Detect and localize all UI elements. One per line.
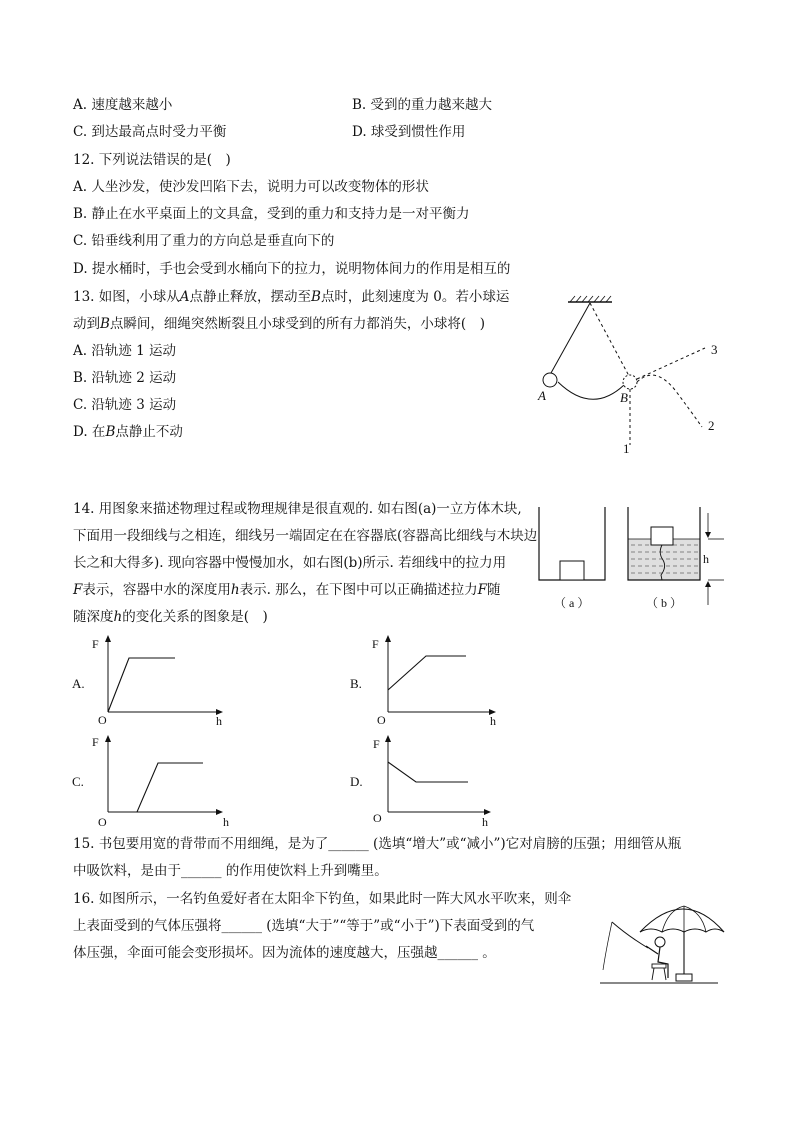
q13-option-a: A. 沿轨迹 1 运动 xyxy=(73,343,177,359)
label-1: 1 xyxy=(623,441,630,456)
graph-b-curve xyxy=(388,656,466,690)
svg-text:D.: D. xyxy=(350,774,363,789)
q13-pendulum-figure xyxy=(530,290,730,460)
svg-text:O: O xyxy=(98,713,107,727)
q12-option-a: A. 人坐沙发，使沙发凹陷下去，说明力可以改变物体的形状 xyxy=(73,179,429,195)
q14-graph-c xyxy=(70,732,240,832)
graph-c-curve xyxy=(108,763,203,812)
wood-block-a xyxy=(560,561,584,580)
svg-text:F: F xyxy=(372,637,379,651)
svg-text:A.: A. xyxy=(72,676,85,691)
q16-stem-line2: 上表面受到的气体压强将______ (选填“大于”“等于”或“小于”)下表面受到的气 xyxy=(73,918,535,934)
q14-stem-line1: 14. 用图象来描述物理过程或物理规律是很直观的. 如右图(a)一立方体木块, xyxy=(73,501,522,517)
q11-option-c: C. 到达最高点时受力平衡 xyxy=(73,124,227,140)
q14-graph-a xyxy=(70,632,240,730)
svg-text:h: h xyxy=(223,815,229,829)
q16-umbrella-figure xyxy=(598,900,728,992)
label-3: 3 xyxy=(711,342,718,357)
q13-option-d: D. 在B点静止不动 xyxy=(73,424,183,440)
q12-option-d: D. 提水桶时，手也会受到水桶向下的拉力，说明物体间力的作用是相互的 xyxy=(73,261,511,277)
svg-text:O: O xyxy=(373,811,382,825)
q14-stem-line2: 下面用一段细线与之相连，细线另一端固定在在容器底(容器高比细线与木块边 xyxy=(73,528,538,544)
ball-b xyxy=(623,375,637,389)
q13-option-b: B. 沿轨迹 2 运动 xyxy=(73,370,177,386)
svg-text:h: h xyxy=(482,815,488,829)
graph-a-curve xyxy=(108,658,175,712)
q11-option-a: A. 速度越来越小 xyxy=(73,97,173,113)
svg-text:h: h xyxy=(490,714,496,728)
svg-text:F: F xyxy=(373,737,380,751)
q14-container-figure xyxy=(536,505,726,615)
q16-stem-line3: 体压强，伞面可能会变形损坏。因为流体的速度越大，压强越______ 。 xyxy=(73,945,496,961)
q11-option-b: B. 受到的重力越来越大 xyxy=(352,97,493,113)
ball-a xyxy=(543,373,557,387)
label-a: A xyxy=(538,388,546,403)
q14-stem-line4: F表示，容器中水的深度用h表示. 那么，在下图中可以正确描述拉力F随 xyxy=(73,582,501,598)
wood-block-b xyxy=(651,527,673,545)
q12-option-c: C. 铅垂线利用了重力的方向总是垂直向下的 xyxy=(73,233,335,249)
q16-stem-line1: 16. 如图所示，一名钓鱼爱好者在太阳伞下钓鱼，如果此时一阵大风水平吹来，则伞 xyxy=(73,891,572,907)
label-2: 2 xyxy=(708,418,715,433)
svg-text:B.: B. xyxy=(350,676,362,691)
label-b: B xyxy=(620,390,628,405)
q13-stem-line1: 13. 如图，小球从A点静止释放，摆动至B点时，此刻速度为 0。若小球运 xyxy=(73,289,510,305)
svg-text:h: h xyxy=(703,552,709,566)
q13-stem-line2: 动到B点瞬间，细绳突然断裂且小球受到的所有力都消失，小球将( ) xyxy=(73,316,485,332)
svg-text:F: F xyxy=(92,735,99,749)
q15-stem-line2: 中吸饮料，是由于______ 的作用使饮料上升到嘴里。 xyxy=(73,863,388,879)
q14-stem-line5: 随深度h的变化关系的图象是( ) xyxy=(73,609,268,625)
svg-text:C.: C. xyxy=(72,774,84,789)
q13-option-c: C. 沿轨迹 3 运动 xyxy=(73,397,177,413)
q12-stem: 12. 下列说法错误的是( ) xyxy=(73,152,231,168)
svg-text:h: h xyxy=(216,714,222,728)
svg-text:O: O xyxy=(98,815,107,829)
svg-text:（ b ）: （ b ） xyxy=(646,596,683,610)
q11-option-d: D. 球受到惯性作用 xyxy=(352,124,466,140)
q14-stem-line3: 长之和大得多). 现向容器中慢慢加水，如右图(b)所示. 若细线中的拉力用 xyxy=(73,555,507,571)
q14-graph-b xyxy=(348,632,508,730)
svg-text:（ a ）: （ a ） xyxy=(554,596,590,610)
q12-option-b: B. 静止在水平桌面上的文具盒，受到的重力和支持力是一对平衡力 xyxy=(73,206,470,222)
graph-d-curve xyxy=(388,762,468,782)
svg-text:O: O xyxy=(377,713,386,727)
q14-graph-d xyxy=(348,732,508,832)
q15-stem-line1: 15. 书包要用宽的背带而不用细绳，是为了______ (选填“增大”或“减小”)它对肩膀的压强；用细管从瓶 xyxy=(73,836,682,852)
svg-text:F: F xyxy=(92,637,99,651)
